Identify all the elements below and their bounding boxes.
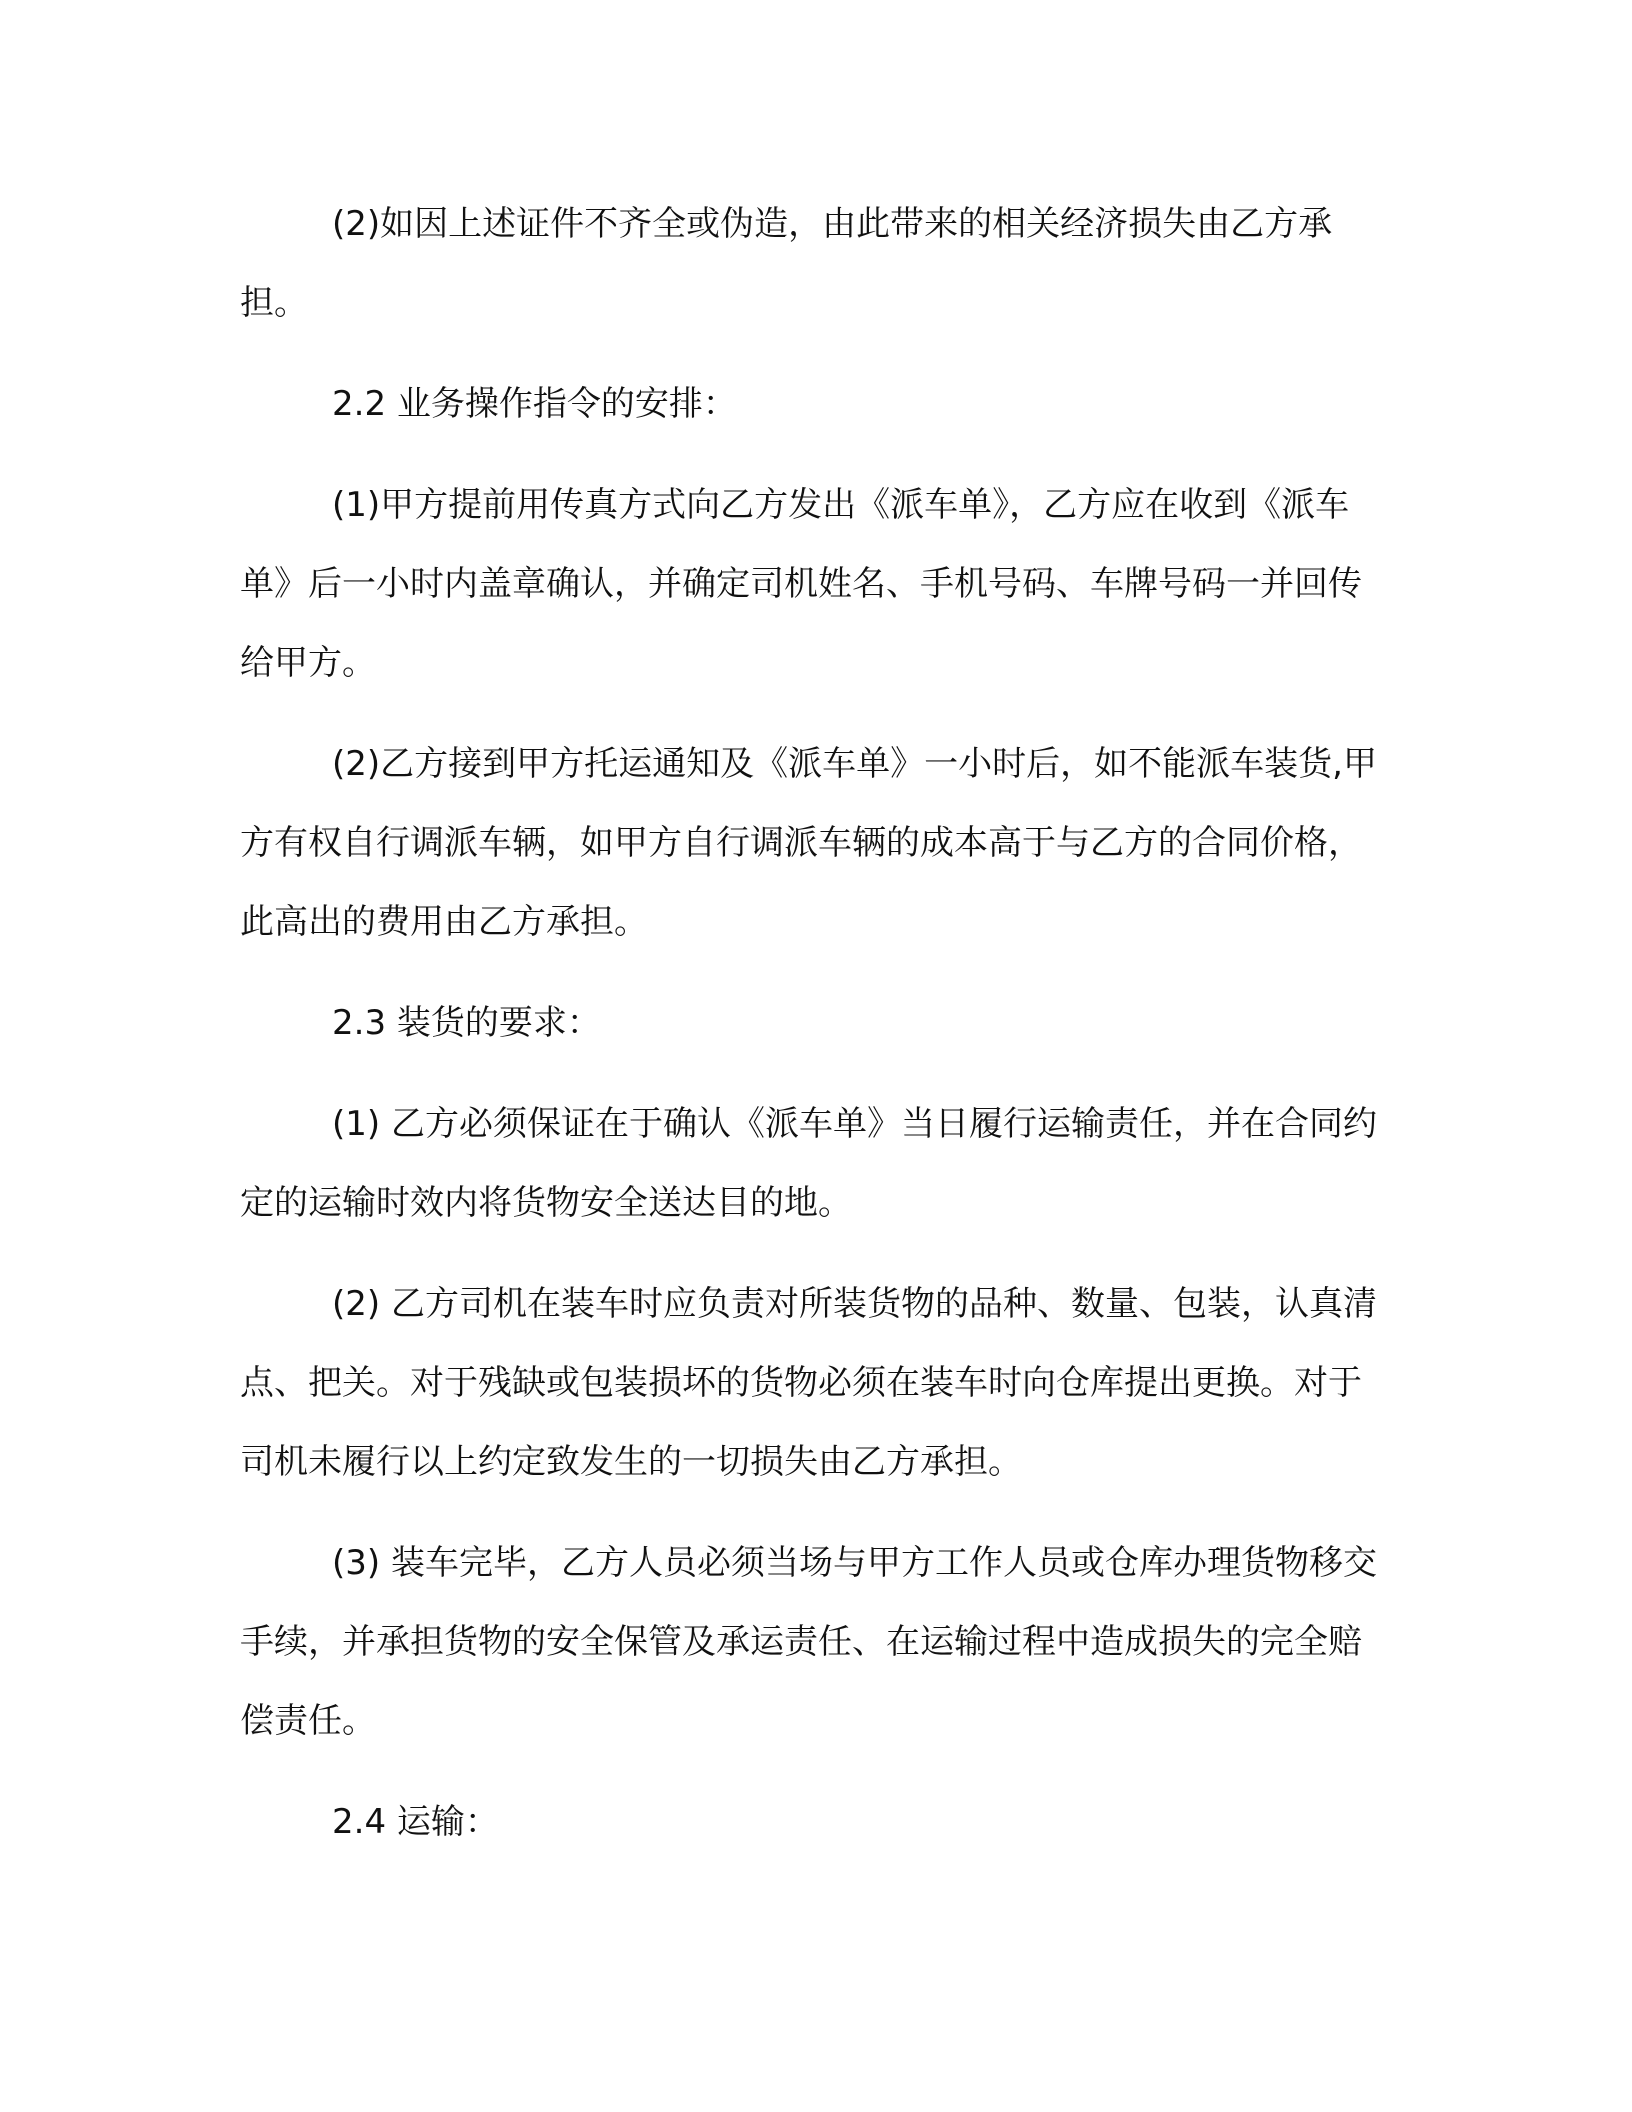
paragraph-dispatch-fax: (1)甲方提前用传真方式向乙方发出《派车单》，乙方应在收到《派车单》后一小时内盖章确认，并确定司机姓名、手机号码、车牌号码一并回传给甲方。 — [240, 485, 1362, 683]
document-body — [240, 185, 1390, 1884]
section-heading-2-2: 2.2 业务操作指令的安排： — [332, 384, 737, 424]
section-heading-2-3: 2.3 装货的要求： — [332, 1003, 601, 1043]
section-heading-2-4: 2.4 运输： — [332, 1802, 499, 1842]
paragraph-dispatch-timeout: (2)乙方接到甲方托运通知及《派车单》一小时后，如不能派车装货,甲方有权自行调派车辆，如甲方自行调派车辆的成本高于与乙方的合同价格，此高出的费用由乙方承担。 — [240, 744, 1377, 942]
paragraph-certificate-loss: (2)如因上述证件不齐全或伪造，由此带来的相关经济损失由乙方承担。 — [240, 204, 1333, 323]
paragraph-driver-check: (2) 乙方司机在装车时应负责对所装货物的品种、数量、包装，认真清点、把关。对于残缺或包装损坏的货物必须在装车时向仓库提出更换。对于司机未履行以上约定致发生的一切损失由乙方承担。 — [240, 1284, 1377, 1482]
paragraph-handover: (3) 装车完毕，乙方人员必须当场与甲方工作人员或仓库办理货物移交手续，并承担货物的安全保管及承运责任、在运输过程中造成损失的完全赔偿责任。 — [240, 1543, 1377, 1741]
paragraph-loading-responsibility: (1) 乙方必须保证在于确认《派车单》当日履行运输责任，并在合同约定的运输时效内将货物安全送达目的地。 — [240, 1104, 1377, 1223]
